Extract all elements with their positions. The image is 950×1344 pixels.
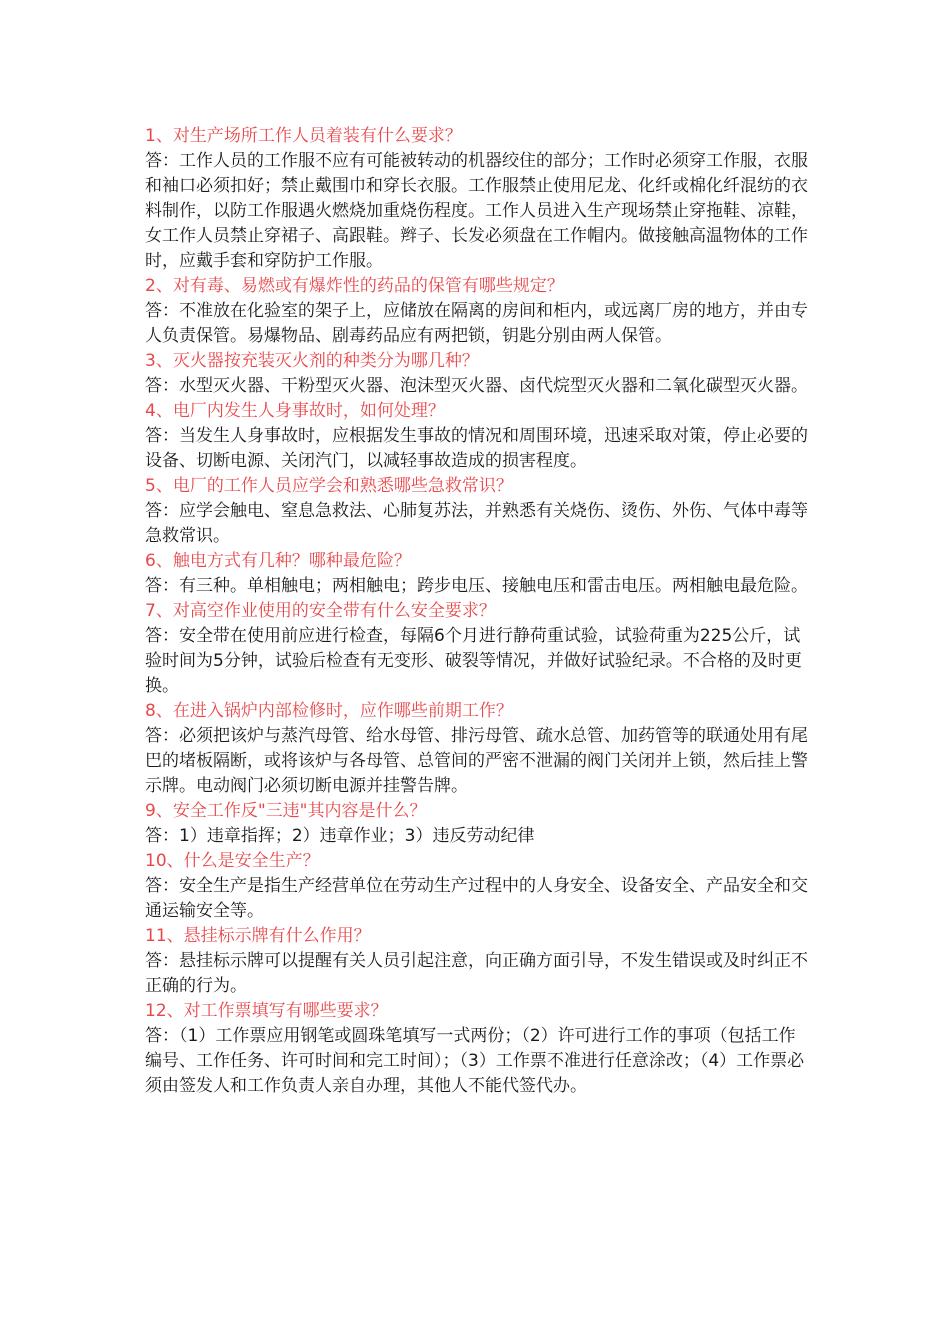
question-12: 12、对工作票填写有哪些要求？ (145, 1001, 388, 1021)
answer-6: 答：有三种。单相触电；两相触电；跨步电压、接触电压和雷击电压。两相触电最危险。 (145, 576, 808, 596)
answer-8: 答：必须把该炉与蒸汽母管、给水母管、排污母管、疏水总管、加药管等的联通处用有尾巴的堵板隔断，或将该炉与各母管、总管间的严密不泄漏的阀门关闭并上锁，然后挂上警示牌。电动阀门必须切断电源并挂警告牌。 (145, 726, 808, 796)
question-7: 7、对高空作业使用的安全带有什么安全要求？ (145, 601, 496, 621)
answer-7: 答：安全带在使用前应进行检查，每隔6个月进行静荷重试验，试验荷重为225公斤，试验时间为5分钟，试验后检查有无变形、破裂等情况，并做好试验纪录。不合格的及时更换。 (145, 626, 802, 696)
answer-11: 答：悬挂标示牌可以提醒有关人员引起注意，向正确方面引导，不发生错误或及时纠正不正确的行为。 (145, 951, 808, 996)
question-2: 2、对有毒、易燃或有爆炸性的药品的保管有哪些规定？ (145, 276, 564, 296)
question-4: 4、电厂内发生人身事故时，如何处理？ (145, 401, 445, 421)
qa-document (145, 124, 810, 1099)
answer-12: 答：（1）工作票应用钢笔或圆珠笔填写一式两份；（2）许可进行工作的事项（包括工作编号、工作任务、许可时间和完工时间）；（3）工作票不准进行任意涂改；（4）工作票必须由签发人和工作负责人亲自办理，其他人不能代签代办。 (145, 1026, 805, 1096)
question-3: 3、灭火器按充装灭火剂的种类分为哪几种？ (145, 351, 479, 371)
answer-3: 答：水型灭火器、干粉型灭火器、泡沫型灭火器、卤代烷型灭火器和二氧化碳型灭火器。 (145, 376, 808, 396)
question-1: 1、对生产场所工作人员着装有什么要求？ (145, 126, 462, 146)
answer-5: 答：应学会触电、窒息急救法、心肺复苏法，并熟悉有关烧伤、烫伤、外伤、气体中毒等急救常识。 (145, 501, 808, 546)
question-11: 11、悬挂标示牌有什么作用？ (145, 926, 371, 946)
question-10: 10、什么是安全生产？ (145, 851, 320, 871)
answer-10: 答：安全生产是指生产经营单位在劳动生产过程中的人身安全、设备安全、产品安全和交通运输安全等。 (145, 876, 808, 921)
question-6: 6、触电方式有几种？哪种最危险？ (145, 551, 411, 571)
answer-2: 答：不准放在化验室的架子上，应储放在隔离的房间和柜内，或远离厂房的地方，并由专人负责保管。易爆物品、剧毒药品应有两把锁，钥匙分别由两人保管。 (145, 301, 808, 346)
answer-1: 答：工作人员的工作服不应有可能被转动的机器绞住的部分；工作时必须穿工作服，衣服和袖口必须扣好；禁止戴围巾和穿长衣服。工作服禁止使用尼龙、化纤或棉化纤混纺的衣料制作，以防工作服遇火燃烧加重烧伤程度。工作人员进入生产现场禁止穿拖鞋、凉鞋，女工作人员禁止穿裙子、高跟鞋。辫子、长发必须盘在工作帽内。做接触高温物体的工作时，应戴手套和穿防护工作服。 (145, 151, 808, 271)
answer-4: 答：当发生人身事故时，应根据发生事故的情况和周围环境，迅速采取对策，停止必要的设备、切断电源、关闭汽门，以减轻事故造成的损害程度。 (145, 426, 808, 471)
answer-9: 答：1）违章指挥；2）违章作业；3）违反劳动纪律 (145, 826, 535, 846)
question-9: 9、安全工作反"三违"其内容是什么？ (145, 801, 427, 821)
question-5: 5、电厂的工作人员应学会和熟悉哪些急救常识？ (145, 476, 513, 496)
question-8: 8、在进入锅炉内部检修时，应作哪些前期工作？ (145, 701, 513, 721)
